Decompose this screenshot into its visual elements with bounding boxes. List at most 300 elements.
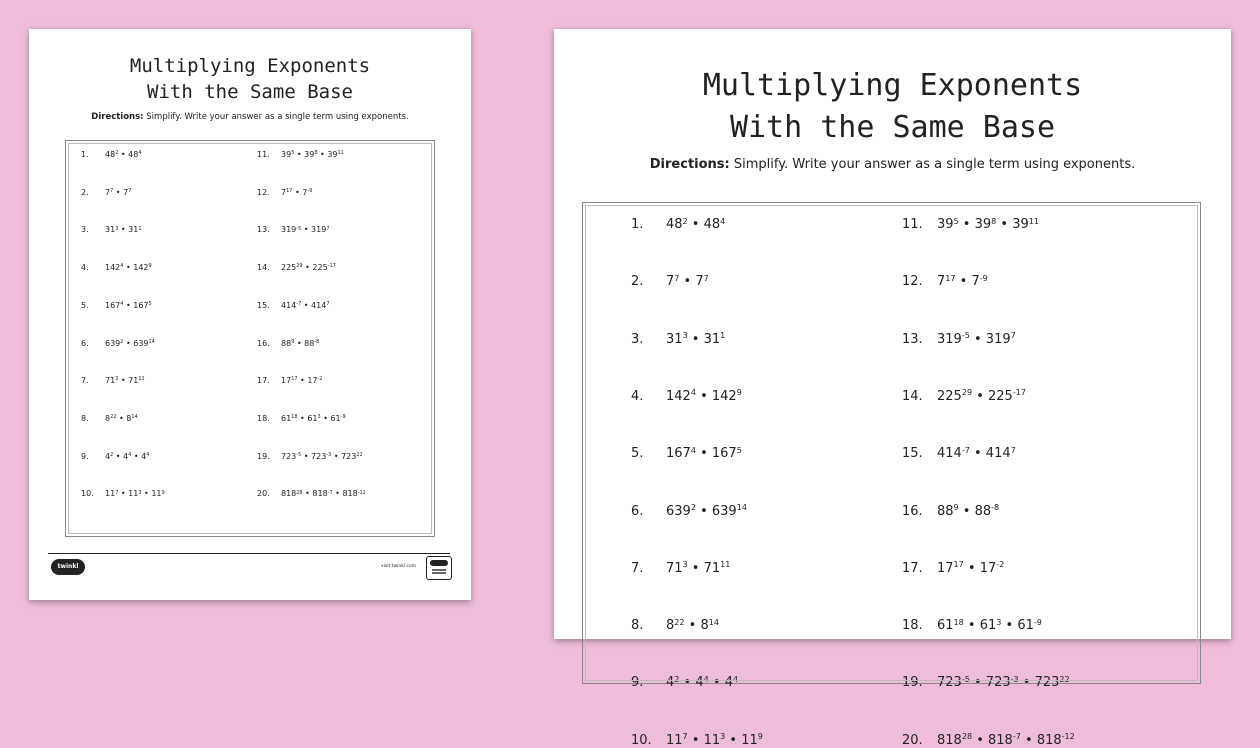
problem-expression: $818^{28}$ • $818^{-7}$ • $818^{-12}$ [281, 489, 366, 499]
term-base: 7 [937, 274, 946, 290]
term-base: 11 [703, 732, 721, 748]
problem-9 [631, 675, 738, 690]
problem-19 [257, 452, 363, 461]
problem-7 [81, 376, 145, 385]
term-base: 39 [304, 150, 315, 159]
problem-12 [257, 188, 312, 197]
problem-number: 11. [902, 217, 923, 232]
problem-expression: $88^9$ • $88^{-8}$ [281, 338, 320, 348]
term-exponent: 4 [703, 674, 709, 684]
term-exponent: 4 [120, 263, 124, 270]
term-base: 71 [105, 376, 116, 386]
problem-expression: $639^2$ • $639^{14}$ [105, 338, 155, 348]
problem-expression: $11^7$ • $11^3$ • $11^9$ [105, 489, 165, 499]
problem-number: 18. [257, 413, 270, 423]
term-exponent: -8 [314, 338, 320, 345]
term-exponent: 22 [674, 617, 685, 627]
problem-expression: $48^2$ • $48^4$ [105, 150, 142, 159]
term-exponent: 11 [337, 150, 344, 157]
term-base: 225 [281, 263, 297, 273]
term-exponent: 18 [953, 617, 964, 627]
problem-number: 18. [902, 618, 923, 634]
title-line-1: Multiplying Exponents [702, 68, 1083, 103]
problem-number: 14. [257, 263, 270, 273]
term-exponent: 4 [732, 674, 739, 684]
title-line-1: Multiplying Exponents [129, 55, 371, 77]
problem-number: 10. [631, 732, 652, 748]
term-base: 319 [937, 331, 962, 347]
term-base: 723 [311, 451, 327, 461]
term-exponent: 7 [326, 301, 330, 308]
problem-8 [81, 414, 138, 423]
problem-number: 2. [81, 187, 89, 197]
problem-3 [631, 332, 725, 347]
term-exponent: 7 [128, 187, 132, 194]
term-exponent: -12 [357, 489, 366, 496]
term-exponent: -5 [296, 225, 302, 232]
term-base: 818 [988, 732, 1013, 748]
problem-1 [81, 150, 142, 159]
problem-number: 19. [257, 451, 270, 461]
term-base: 414 [281, 300, 297, 310]
term-base: 17 [307, 376, 318, 386]
problem-2 [631, 274, 709, 289]
problem-number: 11. [257, 150, 270, 159]
problem-expression: $225^{29}$ • $225^{-17}$ [937, 388, 1026, 404]
term-base: 8 [126, 413, 132, 423]
term-exponent: 11 [720, 560, 731, 570]
term-exponent: -9 [340, 414, 346, 421]
problem-number: 5. [81, 300, 89, 310]
problem-18 [257, 414, 346, 423]
problems-box [65, 140, 435, 537]
term-base: 4 [724, 675, 733, 691]
term-exponent: -7 [296, 301, 302, 308]
problem-expression: $319^{-5}$ • $319^7$ [937, 331, 1016, 347]
problem-number: 16. [257, 338, 270, 348]
term-exponent: -7 [961, 445, 970, 455]
problem-13 [257, 225, 329, 234]
term-base: 71 [128, 376, 139, 386]
problem-number: 8. [631, 618, 644, 634]
term-exponent: 7 [326, 225, 330, 232]
term-base: 8 [700, 618, 709, 634]
problem-number: 3. [81, 225, 89, 235]
term-exponent: 3 [720, 732, 726, 742]
term-base: 71 [666, 560, 683, 576]
term-exponent: 28 [961, 732, 973, 742]
term-base: 414 [985, 446, 1011, 462]
term-base: 88 [974, 503, 992, 519]
term-exponent: 3 [138, 489, 142, 496]
problem-number: 1. [81, 150, 89, 159]
worksheet-title [29, 53, 471, 105]
term-base: 8 [666, 618, 675, 634]
problem-expression: $39^5$ • $39^8$ • $39^{11}$ [281, 150, 344, 159]
problem-number: 20. [257, 489, 270, 499]
term-base: 723 [985, 675, 1011, 691]
problem-expression: $7^7$ • $7^7$ [105, 187, 132, 197]
term-exponent: -12 [1061, 732, 1075, 742]
term-base: 414 [311, 300, 327, 310]
footer-divider [48, 553, 450, 554]
term-base: 11 [105, 489, 116, 499]
term-base: 639 [105, 338, 121, 348]
problem-13 [902, 332, 1016, 347]
title-line-2: With the Same Base [147, 81, 353, 103]
problem-5 [81, 301, 152, 310]
term-base: 225 [312, 263, 328, 273]
problem-number: 9. [631, 675, 644, 691]
problem-expression: $142^4$ • $142^9$ [666, 388, 742, 404]
term-exponent: 29 [961, 388, 973, 398]
term-base: 225 [988, 388, 1013, 404]
problem-number: 12. [902, 274, 923, 290]
term-base: 723 [341, 451, 357, 461]
problem-expression: $7^{17}$ • $7^{-9}$ [937, 273, 988, 290]
problem-6 [81, 339, 155, 348]
term-exponent: 3 [115, 376, 119, 383]
problem-number: 16. [902, 503, 923, 519]
term-exponent: 4 [690, 445, 696, 455]
title-line-2: With the Same Base [729, 110, 1056, 145]
term-base: 61 [937, 618, 954, 634]
term-exponent: 4 [720, 216, 726, 226]
problem-10 [81, 489, 165, 498]
term-base: 319 [985, 331, 1011, 347]
term-exponent: 4 [690, 388, 696, 398]
problem-number: 17. [902, 560, 923, 576]
problem-expression: $31^3$ • $31^1$ [105, 225, 142, 235]
term-exponent: 7 [703, 273, 709, 283]
problem-number: 17. [257, 376, 270, 386]
term-exponent: 9 [148, 263, 152, 270]
problem-9 [81, 452, 149, 461]
term-exponent: 3 [115, 225, 119, 232]
problem-expression: $8^{22}$ • $8^{14}$ [666, 617, 719, 634]
directions [29, 112, 471, 122]
term-base: 4 [666, 675, 675, 691]
problem-17 [257, 376, 322, 385]
term-exponent: 17 [953, 560, 964, 570]
term-exponent: 2 [115, 150, 119, 157]
term-base: 167 [711, 446, 737, 462]
problem-14 [257, 263, 336, 272]
problem-expression: $639^2$ • $639^{14}$ [666, 503, 747, 519]
term-base: 48 [128, 150, 139, 159]
term-base: 48 [703, 217, 721, 232]
term-base: 61 [1017, 618, 1034, 634]
term-base: 225 [937, 388, 962, 404]
problem-16 [902, 504, 999, 519]
term-exponent: 2 [690, 503, 696, 513]
problem-number: 4. [81, 263, 89, 273]
term-exponent: 7 [682, 732, 688, 742]
problem-number: 9. [81, 451, 89, 461]
term-base: 639 [133, 338, 149, 348]
term-exponent: -17 [327, 263, 336, 270]
problem-20 [257, 489, 366, 498]
problem-expression: $17^{17}$ • $17^{-2}$ [281, 376, 323, 386]
term-base: 39 [974, 217, 992, 232]
term-base: 39 [327, 150, 338, 159]
problem-expression: $4^2$ • $4^4$ • $4^4$ [105, 451, 150, 461]
term-base: 31 [703, 331, 721, 347]
term-base: 7 [302, 187, 308, 197]
term-exponent: 11 [138, 376, 145, 383]
term-base: 7 [105, 187, 111, 197]
term-exponent: 5 [291, 150, 295, 157]
term-exponent: -7 [1012, 732, 1021, 742]
term-exponent: 5 [953, 216, 959, 226]
footer-url: visit twinkl.com [381, 564, 417, 569]
term-exponent: 9 [291, 338, 295, 345]
term-base: 11 [128, 489, 139, 499]
worksheet-preview-small [29, 29, 471, 600]
term-exponent: -5 [961, 674, 970, 684]
problem-expression: $723^{-5}$ • $723^{-3}$ • $723^{22}$ [937, 674, 1070, 691]
problem-number: 13. [257, 225, 270, 235]
problem-expression: $31^3$ • $31^1$ [666, 331, 726, 347]
problem-expression: $71^3$ • $71^{11}$ [105, 376, 145, 386]
problem-expression: $39^5$ • $39^8$ • $39^{11}$ [937, 216, 1040, 232]
term-base: 11 [666, 732, 683, 748]
term-base: 142 [666, 388, 691, 404]
term-base: 818 [281, 489, 297, 499]
term-base: 4 [123, 451, 129, 461]
term-base: 4 [141, 451, 147, 461]
term-base: 88 [304, 338, 315, 348]
term-base: 723 [281, 451, 297, 461]
term-base: 8 [105, 413, 111, 423]
term-exponent: 5 [736, 445, 742, 455]
term-exponent: 9 [953, 503, 959, 513]
term-exponent: -5 [961, 331, 970, 341]
term-exponent: -2 [317, 376, 323, 383]
problem-expression: $7^7$ • $7^7$ [666, 273, 709, 290]
problem-number: 10. [81, 489, 94, 499]
term-exponent: 8 [991, 216, 997, 226]
term-exponent: 9 [161, 489, 165, 496]
term-exponent: 4 [138, 150, 142, 157]
term-exponent: 4 [146, 451, 150, 458]
term-base: 7 [971, 274, 980, 290]
term-exponent: -5 [296, 451, 302, 458]
term-base: 167 [666, 446, 691, 462]
term-exponent: 22 [1059, 674, 1070, 684]
problem-15 [902, 446, 1016, 461]
term-base: 723 [1034, 675, 1060, 691]
term-exponent: -9 [307, 187, 313, 194]
term-base: 61 [979, 618, 997, 634]
problem-number: 20. [902, 732, 923, 748]
problem-2 [81, 188, 131, 197]
term-exponent: 14 [148, 338, 155, 345]
twinkl-logo: twinkl [51, 559, 85, 575]
term-exponent: 2 [682, 216, 688, 226]
problem-number: 12. [257, 187, 270, 197]
problem-4 [631, 389, 742, 404]
problem-expression: $17^{17}$ • $17^{-2}$ [937, 560, 1005, 576]
problem-number: 1. [631, 217, 644, 232]
problem-number: 6. [81, 338, 89, 348]
term-exponent: 9 [757, 732, 763, 742]
problem-18 [902, 618, 1042, 633]
problem-expression: $167^4$ • $167^5$ [105, 300, 152, 310]
term-base: 818 [342, 489, 358, 499]
term-base: 142 [105, 263, 121, 273]
worksheet-title [554, 65, 1231, 149]
problem-expression: $167^4$ • $167^5$ [666, 445, 742, 462]
term-base: 818 [937, 732, 962, 748]
term-base: 61 [307, 413, 318, 423]
term-exponent: -3 [1010, 674, 1019, 684]
quality-badge-icon [426, 556, 452, 580]
term-base: 11 [151, 489, 162, 499]
problem-10 [631, 733, 763, 748]
worksheet-preview-large [554, 29, 1231, 748]
term-base: 17 [937, 560, 954, 576]
problem-expression: $7^{17}$ • $7^{-9}$ [281, 187, 313, 197]
problem-number: 15. [902, 446, 923, 462]
term-base: 17 [281, 376, 292, 386]
term-base: 142 [711, 388, 737, 404]
problem-expression: $61^{18}$ • $61^3$ • $61^{-9}$ [937, 617, 1042, 634]
problem-expression: $414^{-7}$ • $414^7$ [281, 300, 330, 310]
term-exponent: 18 [291, 414, 298, 421]
problem-15 [257, 301, 329, 310]
problem-expression: $414^{-7}$ • $414^7$ [937, 445, 1016, 462]
term-exponent: 7 [674, 273, 680, 283]
term-base: 4 [695, 675, 704, 691]
term-base: 639 [711, 503, 737, 519]
term-exponent: 2 [674, 674, 680, 684]
term-exponent: -17 [1012, 388, 1026, 398]
problem-1 [631, 217, 725, 232]
problem-11 [902, 217, 1039, 232]
problem-expression: $71^3$ • $71^{11}$ [666, 560, 731, 576]
term-base: 142 [133, 263, 149, 273]
problem-expression: $142^4$ • $142^9$ [105, 263, 152, 273]
term-base: 723 [937, 675, 962, 691]
term-exponent: 5 [148, 301, 152, 308]
term-base: 319 [281, 225, 297, 235]
term-base: 4 [105, 451, 111, 461]
term-exponent: 22 [356, 451, 363, 458]
term-exponent: -9 [1033, 617, 1042, 627]
problem-17 [902, 561, 1004, 576]
problem-20 [902, 733, 1075, 748]
term-base: 414 [937, 446, 962, 462]
problem-number: 3. [631, 331, 644, 347]
term-base: 39 [281, 150, 292, 159]
problem-3 [81, 225, 142, 234]
term-base: 71 [703, 560, 721, 576]
term-exponent: -7 [327, 489, 333, 496]
term-base: 319 [311, 225, 327, 235]
term-exponent: -2 [996, 560, 1005, 570]
term-base: 48 [666, 217, 683, 232]
term-exponent: 8 [314, 150, 318, 157]
term-base: 61 [281, 413, 292, 423]
problem-number: 19. [902, 675, 923, 691]
directions-label: Directions: [649, 157, 730, 172]
problem-number: 7. [631, 560, 644, 576]
problem-4 [81, 263, 152, 272]
problem-expression: $88^9$ • $88^{-8}$ [937, 503, 1000, 519]
term-exponent: 3 [682, 560, 688, 570]
term-exponent: 1 [138, 225, 142, 232]
term-exponent: -3 [326, 451, 332, 458]
problem-6 [631, 504, 747, 519]
term-base: 31 [105, 225, 116, 235]
term-base: 7 [281, 187, 287, 197]
term-exponent: 7 [115, 489, 119, 496]
problem-expression: $11^7$ • $11^3$ • $11^9$ [666, 732, 763, 748]
term-base: 31 [666, 331, 683, 347]
term-exponent: 22 [110, 414, 117, 421]
problem-expression: $48^2$ • $48^4$ [666, 216, 726, 232]
term-base: 7 [666, 274, 675, 290]
problem-expression: $4^2$ • $4^4$ • $4^4$ [666, 674, 739, 691]
term-base: 39 [937, 217, 954, 232]
problem-16 [257, 339, 319, 348]
problem-number: 6. [631, 503, 644, 519]
term-exponent: 4 [120, 301, 124, 308]
problem-expression: $818^{28}$ • $818^{-7}$ • $818^{-12}$ [937, 732, 1075, 748]
term-base: 818 [1036, 732, 1062, 748]
term-exponent: 29 [296, 263, 303, 270]
term-exponent: 7 [110, 187, 114, 194]
term-base: 7 [695, 274, 704, 290]
term-exponent: -9 [979, 273, 988, 283]
term-base: 167 [133, 300, 149, 310]
problem-7 [631, 561, 730, 576]
term-base: 48 [105, 150, 116, 159]
problem-number: 5. [631, 446, 644, 462]
problem-number: 8. [81, 413, 89, 423]
problem-number: 2. [631, 274, 644, 290]
term-exponent: 7 [1010, 331, 1016, 341]
term-exponent: 7 [1010, 445, 1016, 455]
term-exponent: -8 [991, 503, 1000, 513]
problem-19 [902, 675, 1070, 690]
term-exponent: 2 [110, 451, 114, 458]
problems-box [582, 202, 1201, 748]
term-base: 17 [979, 560, 997, 576]
term-base: 31 [128, 225, 139, 235]
problem-8 [631, 618, 719, 633]
term-exponent: 17 [286, 187, 293, 194]
term-base: 818 [312, 489, 328, 499]
directions-label: Directions: [91, 112, 144, 122]
term-base: 88 [937, 503, 954, 519]
term-base: 167 [105, 300, 121, 310]
term-exponent: 14 [708, 617, 719, 627]
term-exponent: 3 [317, 414, 321, 421]
directions-text: Simplify. Write your answer as a single term using exponents. [143, 112, 409, 122]
directions [554, 157, 1231, 172]
term-base: 88 [281, 338, 292, 348]
term-base: 639 [666, 503, 691, 519]
problem-11 [257, 150, 344, 159]
problem-expression: $8^{22}$ • $8^{14}$ [105, 413, 138, 423]
term-exponent: 14 [736, 503, 747, 513]
term-exponent: 17 [945, 273, 956, 283]
term-exponent: 3 [996, 617, 1002, 627]
problem-12 [902, 274, 988, 289]
term-exponent: 4 [128, 451, 132, 458]
